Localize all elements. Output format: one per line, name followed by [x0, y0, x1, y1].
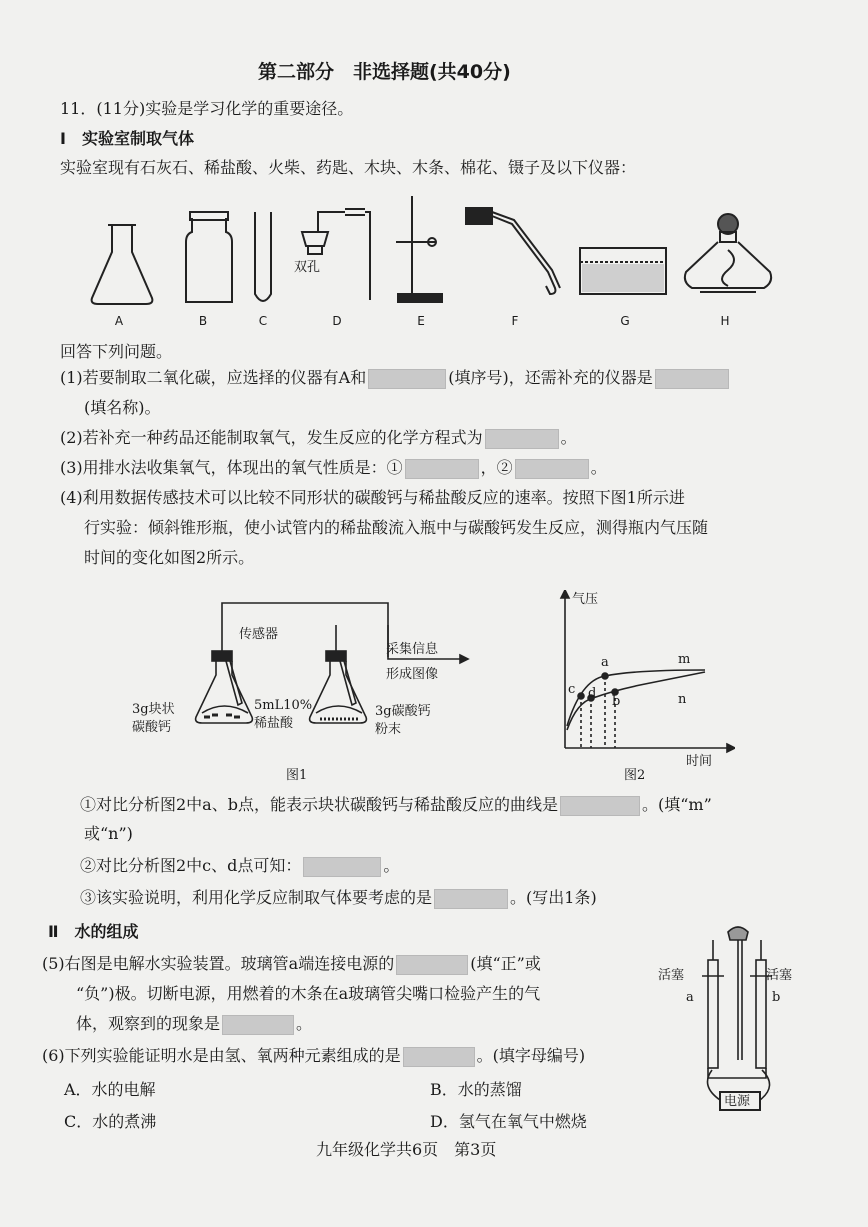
sub3-line [80, 888, 597, 909]
q1-text-c: (填名称)。 [84, 398, 161, 417]
point-d-label: d [588, 686, 597, 701]
answer-blank-sub3[interactable] [434, 889, 508, 909]
sub3-text-a: ③该实验说明，利用化学反应制取气体要考虑的是 [80, 888, 433, 907]
q1-text-a: (1)若要制取二氧化碳，应选择的仪器有A和 [60, 368, 367, 387]
right-flask-label-1: 3g碳酸钙 [375, 704, 431, 719]
q6-line [42, 1046, 585, 1067]
q2-text-b: 。 [560, 428, 577, 447]
figure-2-caption: 图2 [624, 768, 646, 783]
figure-2-graph [555, 590, 735, 760]
page-footer: 九年级化学共6页 第3页 [316, 1140, 497, 1159]
apparatus-label-d: D [332, 314, 342, 328]
section-2-heading: Ⅱ 水的组成 [48, 922, 139, 941]
answer-blank-6[interactable] [403, 1047, 475, 1067]
q5-text-c: “负”)极。切断电源，用燃着的木条在a玻璃管尖嘴口检验产生的气 [76, 984, 541, 1003]
q4-text-a: (4)利用数据传感技术可以比较不同形状的碳酸钙与稀盐酸反应的速率。按照下图1所示进 [60, 488, 685, 507]
electrolysis-apparatus [690, 920, 800, 1120]
q3-line [60, 458, 607, 479]
sub2-text-b: 。 [383, 856, 400, 875]
curve-m-label: m [678, 652, 691, 667]
answer-blank-1a[interactable] [368, 369, 446, 389]
option-d[interactable]: D．氢气在氧气中燃烧 [430, 1112, 587, 1131]
sub2-text-a: ②对比分析图2中c、d点可知： [80, 856, 302, 875]
q5-line [42, 954, 541, 975]
answer-blank-2[interactable] [485, 429, 559, 449]
answer-blank-5a[interactable] [396, 955, 468, 975]
power-supply-label: 电源 [724, 1094, 751, 1109]
left-flask-label-2: 碳酸钙 [132, 720, 172, 735]
page-title: 第二部分 非选择题(共40分) [258, 61, 511, 83]
apparatus-label-c: C [258, 314, 268, 328]
apparatus-label-g: G [620, 314, 630, 328]
q5-text-d: 体，观察到的现象是 [76, 1014, 221, 1033]
q2-text-a: (2)若补充一种药品还能制取氧气，发生反应的化学方程式为 [60, 428, 483, 447]
answer-prompt: 回答下列问题。 [60, 342, 173, 361]
acid-label-2: 稀盐酸 [254, 716, 294, 731]
q3-text-a: (3)用排水法收集氧气，体现出的氧气性质是：① [60, 458, 403, 477]
sub1-line [80, 795, 712, 816]
q5-text-b: (填“正”或 [470, 954, 541, 973]
apparatus-figure [80, 190, 780, 315]
figure-1-caption: 图1 [286, 768, 308, 783]
sub1-text-b: 。(填“m” [641, 795, 712, 814]
answer-blank-sub2[interactable] [303, 857, 381, 877]
left-flask-label-1: 3g块状 [132, 702, 175, 717]
answer-blank-5b[interactable] [222, 1015, 294, 1035]
graph-x-label: 时间 [686, 754, 713, 769]
sensor-label: 传感器 [236, 625, 281, 645]
left-valve-label: 活塞 [658, 968, 685, 983]
option-a[interactable]: A．水的电解 [64, 1080, 156, 1099]
apparatus-label-a: A [114, 314, 124, 328]
q5-text-a: (5)右图是电解水实验装置。玻璃管a端连接电源的 [42, 954, 395, 973]
sub3-text-b: 。(写出1条) [510, 888, 597, 907]
acid-label-1: 5mL10% [254, 698, 313, 713]
collect-label-1: 采集信息 [386, 642, 439, 657]
q4-text-b: 行实验：倾斜锥形瓶，使小试管内的稀盐酸流入瓶中与碳酸钙发生反应，测得瓶内气压随 [84, 518, 709, 537]
q6-text-a: (6)下列实验能证明水是由氢、氧两种元素组成的是 [42, 1046, 401, 1065]
apparatus-label-b: B [198, 314, 208, 328]
answer-blank-sub1[interactable] [560, 796, 640, 816]
answer-blank-3b[interactable] [515, 459, 589, 479]
apparatus-label-e: E [417, 314, 425, 328]
point-b-label: b [612, 694, 621, 709]
right-flask-label-2: 粉末 [375, 722, 402, 737]
point-a-label: a [601, 655, 609, 670]
apparatus-label-f: F [511, 314, 519, 328]
q3-text-b: ，② [480, 458, 513, 477]
q1-line [60, 368, 731, 389]
collect-label-2: 形成图像 [386, 667, 439, 682]
option-b[interactable]: B．水的蒸馏 [430, 1080, 522, 1099]
point-c-label: c [568, 682, 576, 697]
q2-line [60, 428, 577, 449]
materials-text: 实验室现有石灰石、稀盐酸、火柴、药匙、木块、木条、棉花、镊子及以下仪器： [60, 158, 637, 177]
q5-line-2 [76, 1014, 312, 1035]
two-hole-label: 双孔 [294, 260, 321, 275]
tube-b-label: b [772, 990, 781, 1005]
curve-n-label: n [678, 692, 687, 707]
answer-blank-1b[interactable] [655, 369, 729, 389]
sub1-text-a: ①对比分析图2中a、b点，能表示块状碳酸钙与稀盐酸反应的曲线是 [80, 795, 558, 814]
q5-text-e: 。 [296, 1014, 313, 1033]
sub2-line [80, 856, 399, 877]
q6-text-b: 。(填字母编号) [476, 1046, 586, 1065]
q4-text-c: 时间的变化如图2所示。 [84, 548, 255, 567]
q1-text-b: (填序号)，还需补充的仪器是 [448, 368, 653, 387]
answer-blank-3a[interactable] [405, 459, 479, 479]
tube-a-label: a [686, 990, 694, 1005]
question-11-intro: 11．(11分)实验是学习化学的重要途径。 [60, 99, 354, 118]
right-valve-label: 活塞 [766, 968, 793, 983]
apparatus-label-h: H [720, 314, 730, 328]
option-c[interactable]: C．水的煮沸 [64, 1112, 157, 1131]
q3-text-c: 。 [590, 458, 607, 477]
section-1-heading: Ⅰ 实验室制取气体 [60, 129, 194, 148]
sub1-text-c: 或“n”) [84, 824, 133, 843]
graph-y-label: 气压 [572, 592, 599, 607]
